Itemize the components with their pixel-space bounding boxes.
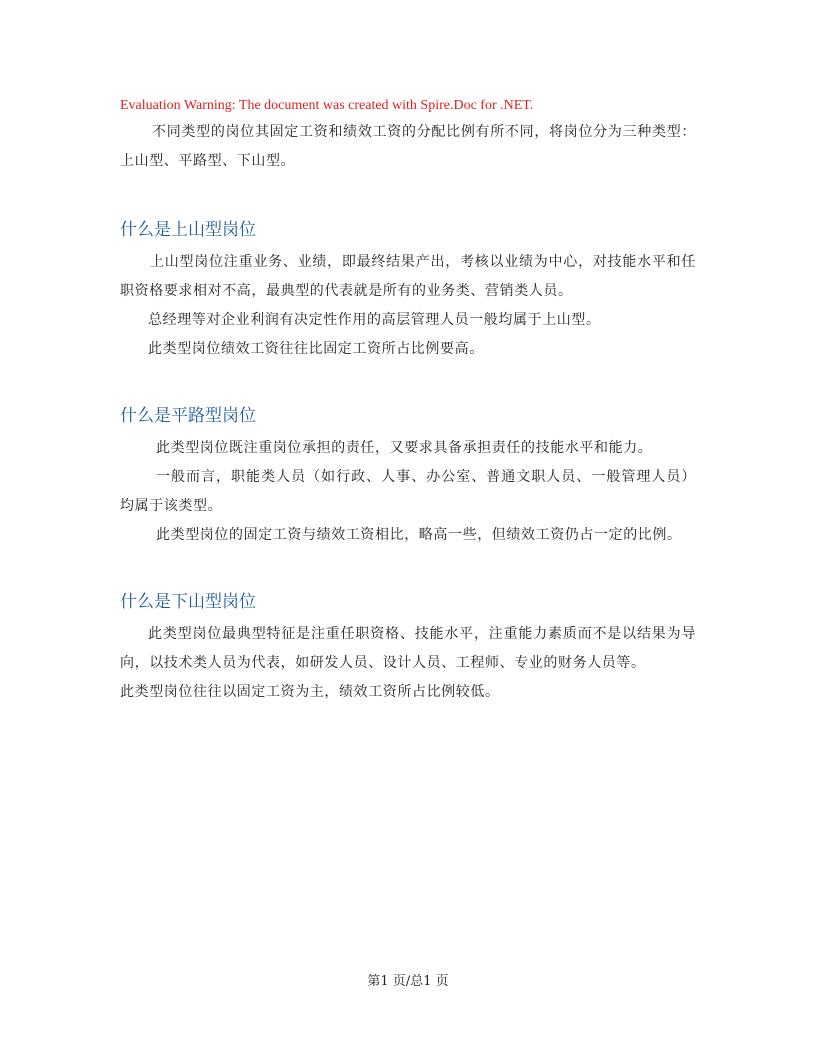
page-footer: 第1 页/总1 页 xyxy=(367,974,449,989)
section-paragraph: 此类型岗位往往以固定工资为主，绩效工资所占比例较低。 xyxy=(120,684,500,700)
section-paragraph: 此类型岗位最典型特征是注重任职资格、技能水平，注重能力素质而不是以结果为导向，以技术类人员为代表，如研发人员、设计人员、工程师、专业的财务人员等。 xyxy=(120,626,696,671)
document-page xyxy=(120,96,696,707)
section-paragraph: 一般而言，职能类人员（如行政、人事、办公室、普通文职人员、一般管理人员）均属于该类型。 xyxy=(120,469,696,514)
section-paragraph: 此类型岗位既注重岗位承担的责任，又要求具备承担责任的技能水平和能力。 xyxy=(156,440,653,456)
section-paragraph: 此类型岗位绩效工资往往比固定工资所占比例要高。 xyxy=(148,341,484,357)
section-heading-flat: 什么是平路型岗位 xyxy=(120,406,256,426)
section-heading-uphill: 什么是上山型岗位 xyxy=(120,220,256,240)
section-paragraph: 上山型岗位注重业务、业绩，即最终结果产出，考核以业绩为中心，对技能水平和任职资格要求相对不高，最典型的代表就是所有的业务类、营销类人员。 xyxy=(120,254,696,299)
intro-paragraph: 不同类型的岗位其固定工资和绩效工资的分配比例有所不同，将岗位分为三种类型：上山型、平路型、下山型。 xyxy=(120,124,696,169)
section-heading-downhill: 什么是下山型岗位 xyxy=(120,592,256,612)
evaluation-warning: Evaluation Warning: The document was created with Spire.Doc for .NET. xyxy=(120,98,534,113)
section-paragraph: 此类型岗位的固定工资与绩效工资相比，略高一些，但绩效工资仍占一定的比例。 xyxy=(156,527,682,543)
section-paragraph: 总经理等对企业利润有决定性作用的高层管理人员一般均属于上山型。 xyxy=(148,312,601,328)
